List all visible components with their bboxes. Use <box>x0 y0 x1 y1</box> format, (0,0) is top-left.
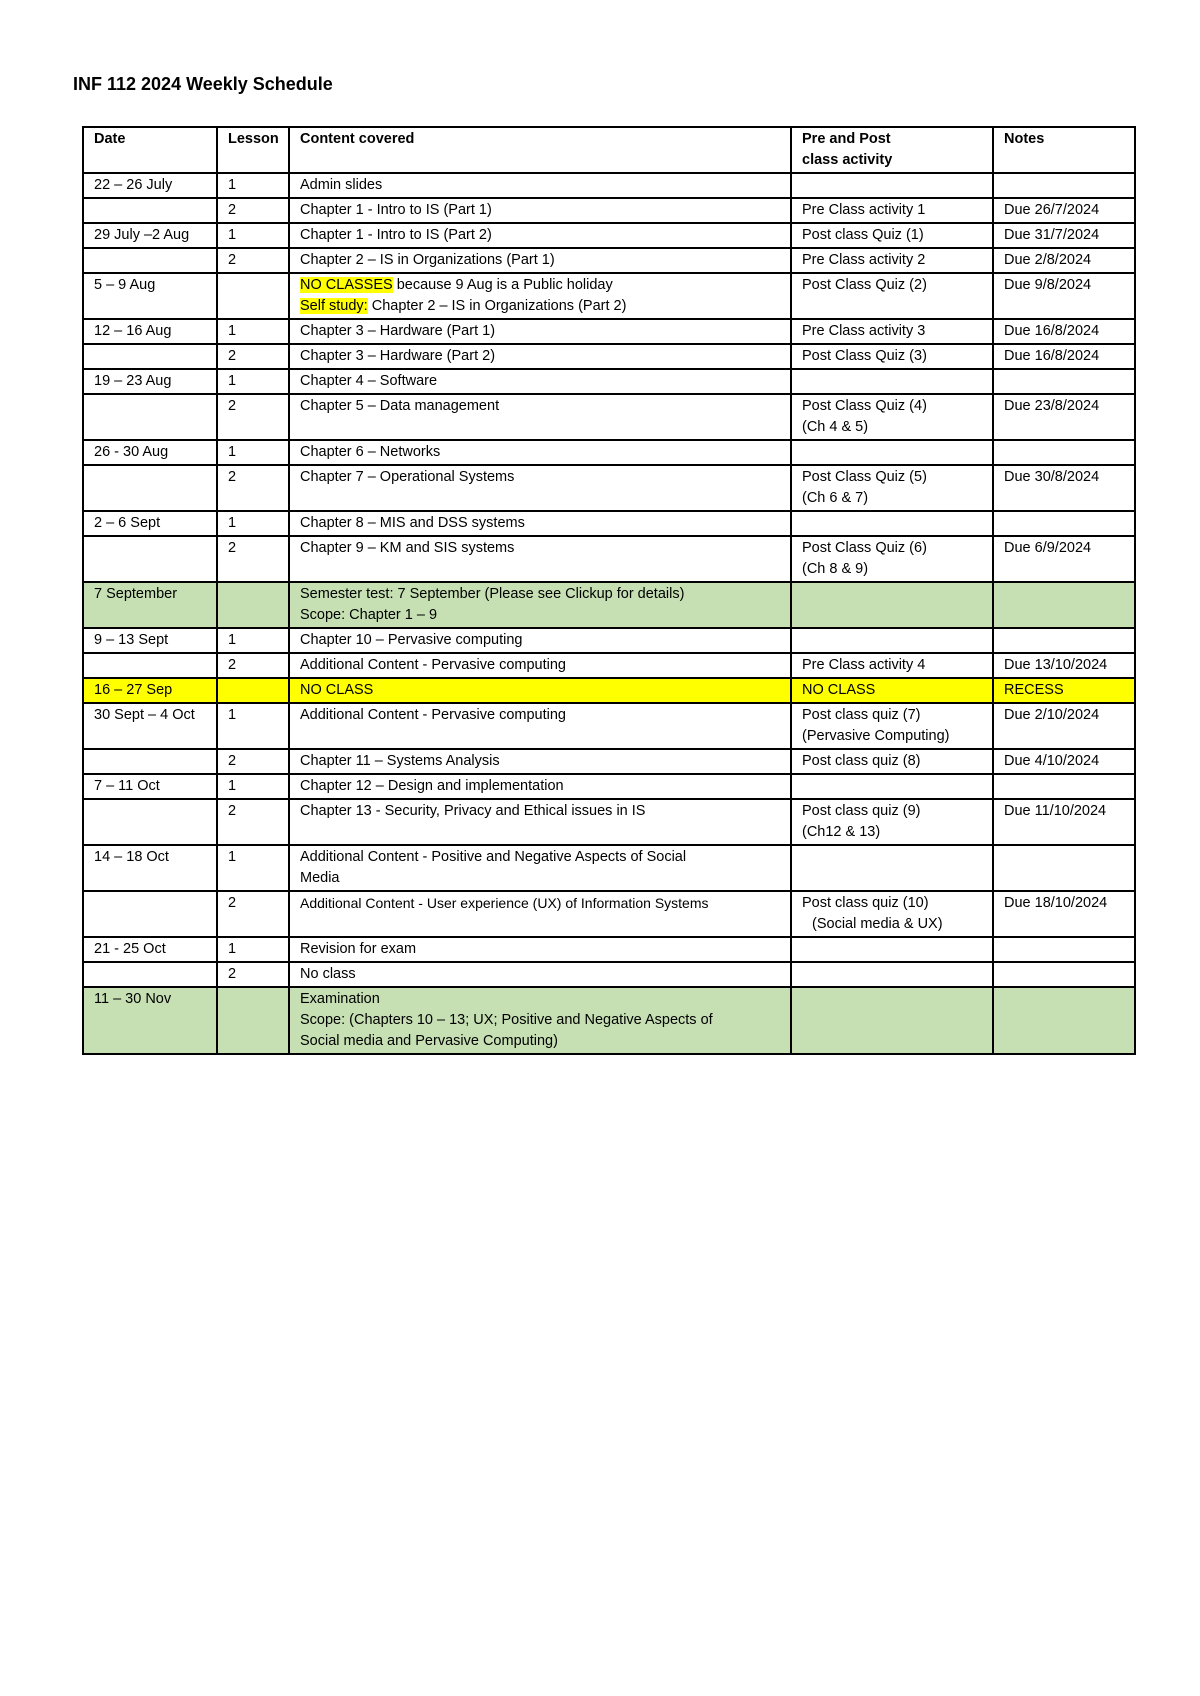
cell-activity <box>791 511 993 536</box>
no-classes-highlight: NO CLASSES <box>300 277 393 293</box>
cell-activity: Pre Class activity 4 <box>791 653 993 678</box>
cell-lesson: 2 <box>217 394 289 440</box>
table-row <box>83 628 1135 653</box>
cell-date: 19 – 23 Aug <box>83 369 217 394</box>
cell-date <box>83 344 217 369</box>
cell-lesson: 2 <box>217 465 289 511</box>
cell-date: 14 – 18 Oct <box>83 845 217 891</box>
cell-notes: Due 16/8/2024 <box>993 344 1135 369</box>
table-row <box>83 774 1135 799</box>
cell-content: Additional Content - User experience (UX) of Information Systems <box>289 891 791 937</box>
cell-lesson: 2 <box>217 198 289 223</box>
cell-lesson: 1 <box>217 845 289 891</box>
cell-date: 29 July –2 Aug <box>83 223 217 248</box>
table-row <box>83 536 1135 582</box>
cell-notes: Due 2/8/2024 <box>993 248 1135 273</box>
cell-activity: Post class Quiz (1) <box>791 223 993 248</box>
self-study-highlight: Self study: <box>300 298 368 314</box>
table-row <box>83 891 1135 937</box>
examination-row <box>83 987 1135 1054</box>
cell-date <box>83 749 217 774</box>
cell-activity <box>791 173 993 198</box>
cell-content <box>289 582 791 628</box>
cell-content: Chapter 7 – Operational Systems <box>289 465 791 511</box>
cell-notes: Due 16/8/2024 <box>993 319 1135 344</box>
cell-date: 21 - 25 Oct <box>83 937 217 962</box>
activity-line: Post class quiz (7) <box>802 707 921 723</box>
cell-notes: Due 9/8/2024 <box>993 273 1135 319</box>
cell-lesson: 2 <box>217 653 289 678</box>
table-row <box>83 440 1135 465</box>
content-line: Scope: (Chapters 10 – 13; UX; Positive and Negative Aspects of <box>300 1012 713 1028</box>
cell-lesson: 1 <box>217 173 289 198</box>
cell-activity <box>791 774 993 799</box>
table-row <box>83 344 1135 369</box>
cell-content: Chapter 11 – Systems Analysis <box>289 749 791 774</box>
cell-notes <box>993 937 1135 962</box>
cell-lesson: 2 <box>217 248 289 273</box>
cell-date: 22 – 26 July <box>83 173 217 198</box>
cell-date: 2 – 6 Sept <box>83 511 217 536</box>
cell-lesson <box>217 582 289 628</box>
content-line: Social media and Pervasive Computing) <box>300 1033 558 1049</box>
semester-test-row <box>83 582 1135 628</box>
table-row <box>83 273 1135 319</box>
cell-activity <box>791 987 993 1054</box>
cell-lesson: 1 <box>217 511 289 536</box>
cell-activity <box>791 937 993 962</box>
cell-content <box>289 987 791 1054</box>
header-row <box>83 127 1135 173</box>
table-row <box>83 749 1135 774</box>
table-row <box>83 703 1135 749</box>
cell-date <box>83 653 217 678</box>
activity-line: Post class quiz (10) <box>802 895 929 911</box>
cell-lesson: 1 <box>217 628 289 653</box>
activity-line: (Ch12 & 13) <box>802 824 881 840</box>
cell-date <box>83 198 217 223</box>
cell-content: Chapter 3 – Hardware (Part 2) <box>289 344 791 369</box>
document-title: INF 112 2024 Weekly Schedule <box>73 74 333 94</box>
cell-lesson <box>217 678 289 703</box>
cell-activity <box>791 799 993 845</box>
table-row <box>83 937 1135 962</box>
cell-lesson: 1 <box>217 223 289 248</box>
cell-content: NO CLASS <box>289 678 791 703</box>
cell-notes: Due 6/9/2024 <box>993 536 1135 582</box>
cell-content: Chapter 3 – Hardware (Part 1) <box>289 319 791 344</box>
cell-activity: Pre Class activity 1 <box>791 198 993 223</box>
table-row <box>83 248 1135 273</box>
cell-lesson: 2 <box>217 799 289 845</box>
cell-content: Chapter 6 – Networks <box>289 440 791 465</box>
cell-activity: Pre Class activity 3 <box>791 319 993 344</box>
cell-content: Additional Content - Pervasive computing <box>289 703 791 749</box>
cell-content: Revision for exam <box>289 937 791 962</box>
content-line: Media <box>300 870 340 886</box>
schedule-table <box>82 126 1136 1055</box>
cell-date: 9 – 13 Sept <box>83 628 217 653</box>
cell-content: Chapter 13 - Security, Privacy and Ethical issues in IS <box>289 799 791 845</box>
header-activity <box>791 127 993 173</box>
cell-date <box>83 799 217 845</box>
cell-date <box>83 891 217 937</box>
cell-activity: Post Class Quiz (3) <box>791 344 993 369</box>
cell-date <box>83 536 217 582</box>
cell-notes <box>993 440 1135 465</box>
activity-line: (Ch 4 & 5) <box>802 419 869 435</box>
cell-content: Chapter 2 – IS in Organizations (Part 1) <box>289 248 791 273</box>
activity-line: Post Class Quiz (5) <box>802 469 927 485</box>
content-text: because 9 Aug is a Public holiday <box>392 277 613 293</box>
cell-lesson: 2 <box>217 891 289 937</box>
cell-lesson: 1 <box>217 774 289 799</box>
cell-activity <box>791 962 993 987</box>
cell-content <box>289 273 791 319</box>
cell-notes: Due 26/7/2024 <box>993 198 1135 223</box>
cell-activity: NO CLASS <box>791 678 993 703</box>
cell-activity <box>791 536 993 582</box>
cell-date: 12 – 16 Aug <box>83 319 217 344</box>
cell-activity <box>791 440 993 465</box>
header-activity-line1: Pre and Post <box>802 131 891 147</box>
table-row <box>83 653 1135 678</box>
cell-notes <box>993 369 1135 394</box>
cell-date: 7 September <box>83 582 217 628</box>
content-text: Chapter 2 – IS in Organizations (Part 2) <box>367 298 627 314</box>
cell-date <box>83 962 217 987</box>
cell-date: 16 – 27 Sep <box>83 678 217 703</box>
cell-date <box>83 465 217 511</box>
cell-content: Chapter 10 – Pervasive computing <box>289 628 791 653</box>
table-row <box>83 394 1135 440</box>
cell-notes <box>993 628 1135 653</box>
cell-lesson: 2 <box>217 749 289 774</box>
cell-activity <box>791 369 993 394</box>
cell-date: 26 - 30 Aug <box>83 440 217 465</box>
cell-content: Admin slides <box>289 173 791 198</box>
cell-content: Chapter 9 – KM and SIS systems <box>289 536 791 582</box>
cell-lesson <box>217 273 289 319</box>
cell-date: 5 – 9 Aug <box>83 273 217 319</box>
cell-content: Chapter 1 - Intro to IS (Part 2) <box>289 223 791 248</box>
cell-content: Chapter 5 – Data management <box>289 394 791 440</box>
content-line: Semester test: 7 September (Please see Clickup for details) <box>300 586 685 602</box>
cell-content: Chapter 8 – MIS and DSS systems <box>289 511 791 536</box>
cell-notes: Due 18/10/2024 <box>993 891 1135 937</box>
cell-activity <box>791 845 993 891</box>
header-content: Content covered <box>289 127 791 173</box>
recess-row <box>83 678 1135 703</box>
cell-notes <box>993 774 1135 799</box>
activity-line: (Ch 6 & 7) <box>802 490 869 506</box>
table-row <box>83 223 1135 248</box>
cell-lesson: 2 <box>217 536 289 582</box>
header-activity-line2: class activity <box>802 152 893 168</box>
table-row <box>83 198 1135 223</box>
cell-activity <box>791 891 993 937</box>
activity-line: Post Class Quiz (4) <box>802 398 927 414</box>
cell-activity <box>791 582 993 628</box>
cell-content: Chapter 4 – Software <box>289 369 791 394</box>
cell-lesson <box>217 987 289 1054</box>
table-row <box>83 845 1135 891</box>
activity-line: Post class quiz (9) <box>802 803 921 819</box>
cell-lesson: 2 <box>217 344 289 369</box>
activity-line: Post Class Quiz (6) <box>802 540 927 556</box>
cell-lesson: 1 <box>217 319 289 344</box>
activity-line: (Ch 8 & 9) <box>802 561 869 577</box>
header-lesson: Lesson <box>217 127 289 173</box>
table-row <box>83 511 1135 536</box>
cell-notes: Due 30/8/2024 <box>993 465 1135 511</box>
table-row <box>83 369 1135 394</box>
cell-date: 30 Sept – 4 Oct <box>83 703 217 749</box>
table-row <box>83 799 1135 845</box>
cell-notes: Due 4/10/2024 <box>993 749 1135 774</box>
table-row <box>83 319 1135 344</box>
activity-line: (Social media & UX) <box>812 916 943 932</box>
header-date: Date <box>83 127 217 173</box>
activity-line: (Pervasive Computing) <box>802 728 950 744</box>
content-line: Scope: Chapter 1 – 9 <box>300 607 438 623</box>
cell-notes: Due 13/10/2024 <box>993 653 1135 678</box>
cell-content <box>289 845 791 891</box>
cell-content: Chapter 1 - Intro to IS (Part 1) <box>289 198 791 223</box>
cell-notes <box>993 582 1135 628</box>
cell-notes <box>993 511 1135 536</box>
header-notes: Notes <box>993 127 1135 173</box>
table-row <box>83 465 1135 511</box>
cell-activity <box>791 703 993 749</box>
cell-date <box>83 394 217 440</box>
cell-notes: Due 23/8/2024 <box>993 394 1135 440</box>
cell-activity: Post class quiz (8) <box>791 749 993 774</box>
cell-activity: Post Class Quiz (2) <box>791 273 993 319</box>
cell-lesson: 1 <box>217 703 289 749</box>
cell-content: No class <box>289 962 791 987</box>
cell-lesson: 1 <box>217 937 289 962</box>
content-line: Examination <box>300 991 380 1007</box>
cell-activity: Pre Class activity 2 <box>791 248 993 273</box>
table-row <box>83 173 1135 198</box>
cell-activity <box>791 465 993 511</box>
cell-notes <box>993 845 1135 891</box>
cell-lesson: 1 <box>217 440 289 465</box>
cell-activity <box>791 394 993 440</box>
cell-lesson: 2 <box>217 962 289 987</box>
cell-date <box>83 248 217 273</box>
cell-content: Chapter 12 – Design and implementation <box>289 774 791 799</box>
cell-activity <box>791 628 993 653</box>
cell-notes <box>993 962 1135 987</box>
cell-lesson: 1 <box>217 369 289 394</box>
cell-notes: Due 11/10/2024 <box>993 799 1135 845</box>
cell-notes <box>993 173 1135 198</box>
cell-date: 7 – 11 Oct <box>83 774 217 799</box>
cell-notes: Due 2/10/2024 <box>993 703 1135 749</box>
content-line: Additional Content - Positive and Negative Aspects of Social <box>300 849 687 865</box>
cell-content: Additional Content - Pervasive computing <box>289 653 791 678</box>
cell-notes: RECESS <box>993 678 1135 703</box>
cell-date: 11 – 30 Nov <box>83 987 217 1054</box>
table-row <box>83 962 1135 987</box>
cell-notes <box>993 987 1135 1054</box>
cell-notes: Due 31/7/2024 <box>993 223 1135 248</box>
